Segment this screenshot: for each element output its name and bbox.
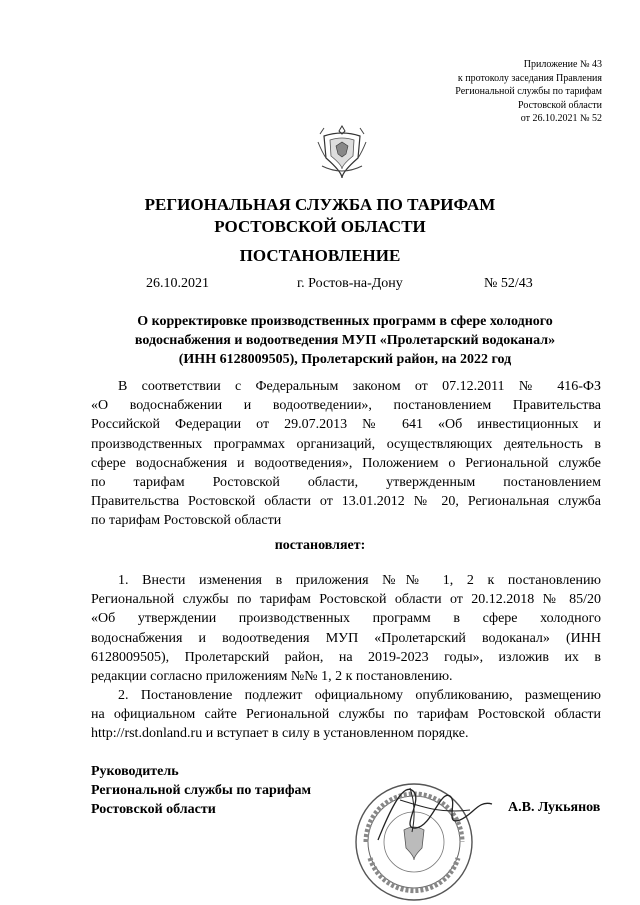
handwritten-signature (370, 770, 500, 860)
document-date: 26.10.2021 (146, 276, 209, 291)
item-line: 2. Постановление подлежит официальному опубликованию, размещению (118, 688, 601, 703)
item-line: http://rst.donland.ru и вступает в силу в установленном порядке. (91, 726, 469, 742)
item-line: на официальном сайте Региональной службы по тарифам Ростовской области (91, 707, 601, 723)
organization-line: РЕГИОНАЛЬНАЯ СЛУЖБА ПО ТАРИФАМ (144, 195, 496, 214)
document-type: ПОСТАНОВЛЕНИЕ (239, 246, 401, 265)
preamble-line: «О водоснабжении и водоотведении», постановлением Правительства (91, 398, 601, 414)
item-line: водоснабжения и водоотведения МУП «Пролетарский водоканал» (ИНН (91, 630, 601, 646)
signatory-name: А.В. Лукьянов (508, 800, 601, 815)
preamble-line: Правительства Ростовской области от 13.01.2012 № 20, Региональная служба (91, 494, 601, 510)
preamble-line: Российской Федерации от 29.07.2013 № 641 «Об инвестиционных и (91, 417, 601, 433)
item-line: редакции согласно приложениям №№ 1, 2 к постановлению. (91, 669, 453, 685)
appendix-line: от 26.10.2021 № 52 (520, 113, 602, 125)
signatory-line: Руководитель (91, 764, 179, 779)
document-number: № 52/43 (484, 276, 533, 291)
preamble-line: сфере водоснабжения и водоотведения», Положением о Региональной службе (91, 455, 601, 471)
appendix-note (362, 58, 602, 126)
signatory-line: Региональной службы по тарифам (91, 783, 312, 798)
preamble-line: по тарифам Ростовской области, утвержденным постановлением (91, 475, 601, 491)
decree-word: постановляет: (274, 538, 366, 553)
preamble-paragraph (91, 377, 601, 531)
subject-line: О корректировке производственных программ в сфере холодного (137, 314, 553, 329)
item-line: «Об утверждении производственных программ в сфере холодного (91, 611, 601, 627)
item-line: 1. Внести изменения в приложения №№ 1, 2 к постановлению (118, 573, 601, 588)
document-city: г. Ростов-на-Дону (297, 276, 403, 291)
subject-line: водоснабжения и водоотведения МУП «Пролетарский водоканал» (134, 333, 556, 348)
preamble-line: производственных программах организаций, осуществляющих деятельность в (91, 436, 601, 452)
decision-item-2 (91, 686, 601, 744)
document-subject (88, 312, 602, 369)
coat-of-arms-icon (314, 122, 370, 184)
organization-line: РОСТОВСКОЙ ОБЛАСТИ (214, 217, 426, 236)
item-line: Региональной службы по тарифам Ростовской области от 20.12.2018 № 85/20 (91, 592, 601, 608)
preamble-line: В соответствии с Федеральным законом от 07.12.2011 № 416-ФЗ (118, 379, 601, 394)
item-line: 6128009505), Пролетарский район, на 2019-2023 годы», изложив их в (91, 649, 601, 665)
organization-name (0, 194, 640, 238)
appendix-line: Ростовской области (518, 99, 602, 111)
preamble-line: по тарифам Ростовской области (91, 513, 282, 529)
signatory-title (91, 762, 311, 819)
decision-item-1 (91, 571, 601, 686)
appendix-line: Приложение № 43 (523, 59, 602, 70)
subject-line: (ИНН 6128009505), Пролетарский район, на 2022 год (178, 352, 512, 367)
signatory-line: Ростовской области (91, 802, 216, 817)
appendix-line: Региональной службы по тарифам (455, 86, 602, 98)
appendix-line: к протоколу заседания Правления (457, 72, 602, 84)
